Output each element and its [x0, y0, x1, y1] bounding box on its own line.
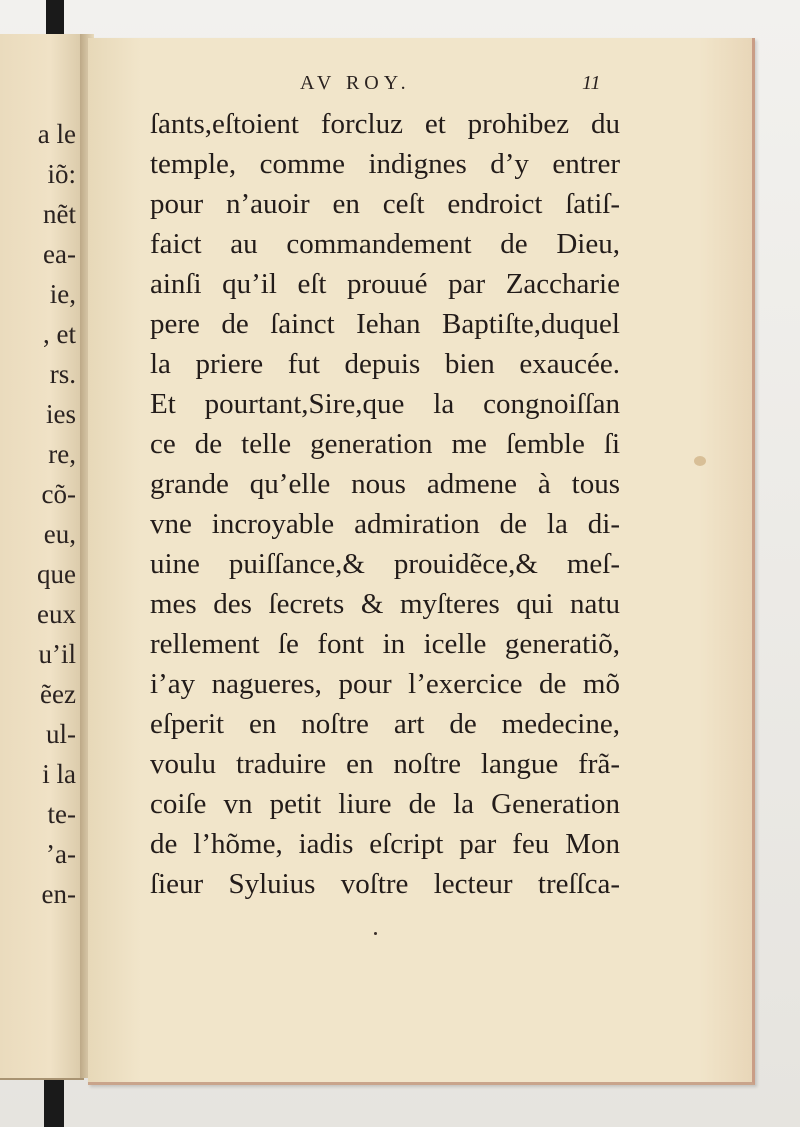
text-line: ainſi qu’il eſt prouué par Zaccharie — [150, 268, 620, 300]
left-fragment: ul- — [46, 719, 76, 749]
left-fragment: cõ- — [41, 479, 76, 509]
text-line: voulu traduire en noſtre langue frã- — [150, 748, 620, 780]
left-page — [0, 34, 84, 1080]
text-line: vne incroyable admiration de la di- — [150, 508, 620, 540]
book-spine-bottom — [44, 1078, 64, 1127]
text-line: mes des ſecrets & myſteres qui natu — [150, 588, 620, 620]
right-page — [88, 38, 755, 1085]
text-line: pere de ſainct Iehan Baptiſte,duquel — [150, 308, 620, 340]
text-line: ſieur Syluius voſtre lecteur treſſca- — [150, 868, 620, 900]
left-fragment: eux — [37, 599, 76, 629]
left-fragment: ea- — [43, 239, 76, 269]
text-line: temple, comme indignes d’y entrer — [150, 148, 620, 180]
left-fragment: ẽez — [40, 679, 76, 709]
text-line: rellement ſe font in icelle generatiõ, — [150, 628, 620, 660]
left-fragment: u’il — [38, 639, 76, 669]
left-fragment: a le — [37, 119, 76, 149]
text-line: pour n’auoir en ceſt endroict ſatiſ- — [150, 188, 620, 220]
text-line: i’ay nagueres, pour l’exercice de mõ — [150, 668, 620, 700]
text-line: eſperit en noſtre art de medecine, — [150, 708, 620, 740]
left-fragment: ie, — [49, 279, 76, 309]
text-line: coiſe vn petit liure de la Generation — [150, 788, 620, 820]
left-fragment: ’a- — [46, 839, 76, 869]
text-line: la priere fut depuis bien exaucée. — [150, 348, 620, 380]
left-page-text-fragments — [37, 114, 76, 914]
left-fragment: re, — [48, 439, 76, 469]
body-text — [150, 104, 620, 904]
book-spine-top — [46, 0, 64, 36]
left-fragment: te- — [47, 799, 76, 829]
text-line: uine puiſſance,& prouidẽce,& meſ- — [150, 548, 620, 580]
left-fragment: en- — [41, 879, 76, 909]
text-line: grande qu’elle nous admene à tous — [150, 468, 620, 500]
left-fragment: nẽt — [43, 199, 76, 229]
text-line: Et pourtant,Sire,que la congnoiſſan — [150, 388, 620, 420]
left-fragment: ies — [46, 399, 76, 429]
text-line: ſants,eſtoient forcluz et prohibez du — [150, 108, 620, 140]
paper-stain — [694, 456, 706, 466]
text-line: faict au commandement de Dieu, — [150, 228, 620, 260]
left-fragment: , et — [43, 319, 76, 349]
ink-dot — [374, 932, 377, 935]
left-fragment: iõ: — [47, 159, 76, 189]
folio-number: 11 — [582, 72, 601, 94]
left-fragment: que — [37, 559, 76, 589]
text-line: ce de telle generation me ſemble ſi — [150, 428, 620, 460]
left-fragment: i la — [42, 759, 76, 789]
left-fragment: eu, — [43, 519, 76, 549]
text-line: de l’hõme, iadis eſcript par feu Mon — [150, 828, 620, 860]
left-fragment: rs. — [49, 359, 76, 389]
running-head: AV ROY. — [300, 72, 411, 94]
